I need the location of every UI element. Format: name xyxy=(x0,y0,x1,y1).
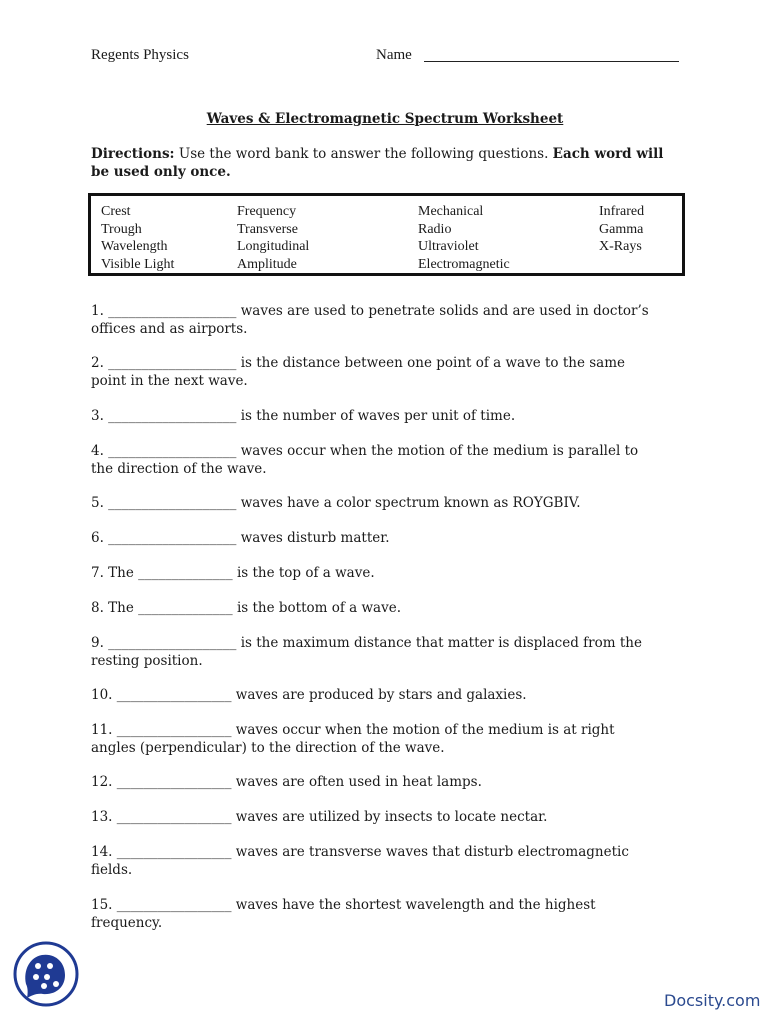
course-title: Regents Physics xyxy=(91,47,189,63)
question-line: 9. ___________________ is the maximum distance that matter is displaced from the xyxy=(91,635,642,651)
question-line: the direction of the wave. xyxy=(91,461,267,477)
question-line: point in the next wave. xyxy=(91,373,248,389)
word-bank-word: Radio xyxy=(418,221,452,237)
directions-emphasis: Each word will xyxy=(552,146,664,162)
question-13 xyxy=(91,808,691,826)
question-10 xyxy=(91,686,691,704)
question-line: 7. The ______________ is the top of a wave. xyxy=(91,565,375,581)
word-bank-word: Mechanical xyxy=(418,204,484,219)
question-line: 1. ___________________ waves are used to penetrate solids and are used in doctor’s xyxy=(91,303,649,319)
question-7 xyxy=(91,564,691,582)
word-bank xyxy=(88,193,685,276)
word-bank-word: Longitudinal xyxy=(237,239,310,254)
word-bank-word: Ultraviolet xyxy=(418,239,479,254)
word-bank-column-3 xyxy=(418,203,510,273)
directions-emphasis-2: be used only once. xyxy=(91,164,231,180)
word-bank-word: Frequency xyxy=(237,204,297,219)
question-12 xyxy=(91,773,691,791)
question-line: 14. _________________ waves are transverse waves that disturb electromagnetic xyxy=(91,844,629,860)
question-line: 10. _________________ waves are produced by stars and galaxies. xyxy=(91,687,527,703)
name-label: Name xyxy=(376,47,412,63)
question-15 xyxy=(91,896,691,932)
docsity-brand-link[interactable]: Docsity.com xyxy=(664,991,761,1010)
question-9 xyxy=(91,634,691,670)
directions-label: Directions: xyxy=(91,146,175,162)
question-4 xyxy=(91,442,691,478)
question-line: 5. ___________________ waves have a color spectrum known as ROYGBIV. xyxy=(91,495,581,511)
word-bank-word: Visible Light xyxy=(101,256,175,272)
word-bank-word: Crest xyxy=(101,204,131,219)
question-line: frequency. xyxy=(91,915,163,931)
word-bank-word: Transverse xyxy=(237,221,298,237)
question-line: 12. _________________ waves are often used in heat lamps. xyxy=(91,774,482,790)
question-line: fields. xyxy=(91,862,133,878)
question-line: 3. ___________________ is the number of waves per unit of time. xyxy=(91,408,516,424)
word-bank-column-1 xyxy=(101,203,174,273)
question-line: offices and as airports. xyxy=(91,321,248,337)
docsity-logo-icon[interactable] xyxy=(12,940,80,1008)
question-1 xyxy=(91,302,691,338)
name-blank-line xyxy=(424,61,679,62)
question-11 xyxy=(91,721,691,757)
question-6 xyxy=(91,529,691,547)
question-line: 13. _________________ waves are utilized by insects to locate nectar. xyxy=(91,809,548,825)
word-bank-word: Infrared xyxy=(599,204,645,219)
question-line: 8. The ______________ is the bottom of a wave. xyxy=(91,600,401,616)
question-line: 2. ___________________ is the distance between one point of a wave to the same xyxy=(91,355,626,371)
question-line: 4. ___________________ waves occur when the motion of the medium is parallel to xyxy=(91,443,639,459)
word-bank-word: Gamma xyxy=(599,221,644,237)
directions-text: Use the word bank to answer the following questions. xyxy=(174,146,553,162)
question-line: 11. _________________ waves occur when the motion of the medium is at right xyxy=(91,722,615,738)
question-5 xyxy=(91,494,691,512)
question-line: resting position. xyxy=(91,653,203,669)
question-8 xyxy=(91,599,691,617)
word-bank-word: Electromagnetic xyxy=(418,256,510,272)
word-bank-word: X-Rays xyxy=(599,239,642,254)
question-line: 6. ___________________ waves disturb matter. xyxy=(91,530,390,546)
word-bank-word: Amplitude xyxy=(237,256,297,272)
word-bank-word: Wavelength xyxy=(101,239,168,254)
worksheet-title: Waves & Electromagnetic Spectrum Worksheet xyxy=(206,111,564,127)
word-bank-word: Trough xyxy=(101,221,142,237)
word-bank-column-2 xyxy=(237,203,309,273)
question-3 xyxy=(91,407,691,425)
question-2 xyxy=(91,354,691,390)
directions xyxy=(91,145,691,181)
question-14 xyxy=(91,843,691,879)
word-bank-column-4 xyxy=(599,203,644,256)
question-line: angles (perpendicular) to the direction of the wave. xyxy=(91,740,445,756)
question-line: 15. _________________ waves have the shortest wavelength and the highest xyxy=(91,897,596,913)
